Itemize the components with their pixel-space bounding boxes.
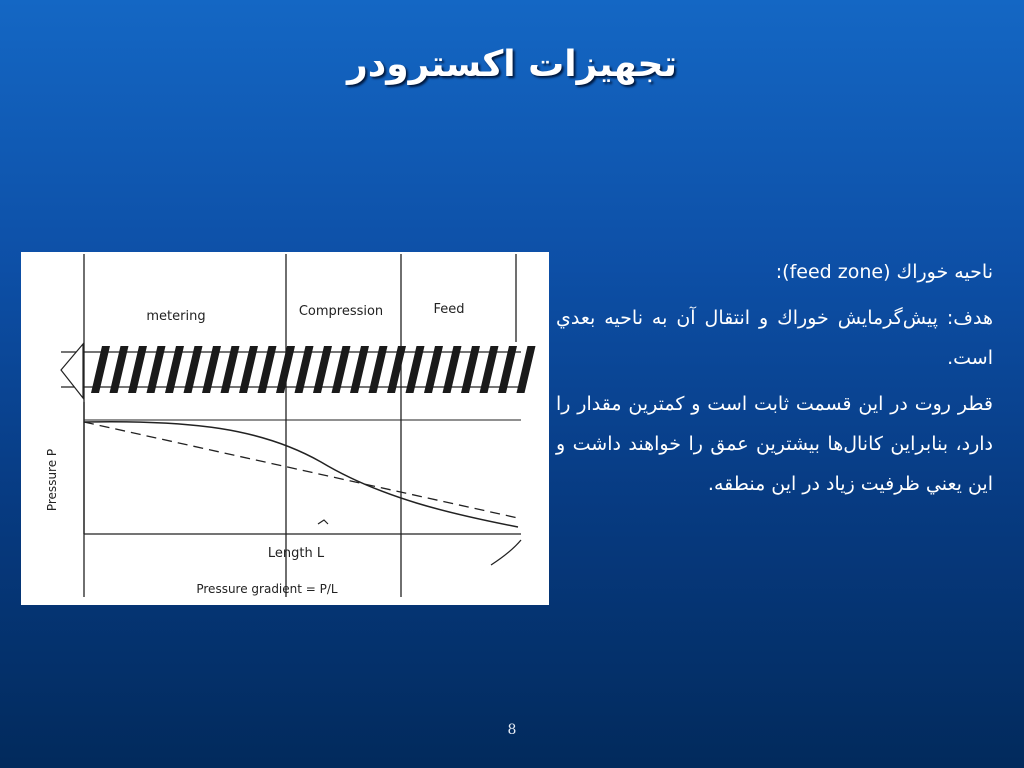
small-mark	[318, 520, 328, 524]
screw-flights	[91, 346, 536, 393]
screw-flight	[202, 346, 221, 393]
screw-flight	[239, 346, 258, 393]
figure-caption: Pressure gradient = P/L	[196, 582, 338, 596]
slide-title: تجهيزات اكسترودر	[347, 44, 677, 85]
screw-flight	[313, 346, 332, 393]
screw-flight	[461, 346, 480, 393]
pressure-gradient-line	[84, 422, 518, 518]
feed-zone-heading: ناحيه خوراك (feed zone):	[775, 261, 993, 283]
hook-mark	[491, 540, 521, 565]
screw-flight	[406, 346, 425, 393]
screw-flight	[387, 346, 406, 393]
screw-flight	[369, 346, 388, 393]
pressure-curve	[84, 422, 518, 527]
screw-flight	[295, 346, 314, 393]
extruder-screw-figure	[21, 252, 549, 605]
zone-label-compression: Compression	[298, 304, 384, 319]
screw-flight	[221, 346, 240, 393]
screw-flight	[332, 346, 351, 393]
screw-flight	[443, 346, 462, 393]
y-axis-label: Pressure P	[45, 448, 59, 512]
screw-flight	[258, 346, 277, 393]
x-axis-label: Length L	[267, 546, 325, 561]
screw	[61, 344, 536, 398]
screw-flight	[424, 346, 443, 393]
screw-flight	[165, 346, 184, 393]
screw-flight	[110, 346, 129, 393]
page-number: 8	[507, 722, 517, 738]
screw-flight	[498, 346, 517, 393]
feed-zone-description: قطر روت در اين قسمت ثابت است و كمترين مقدار را دارد، بنابراين كانال‌ها بيشترين عمق را خواهند داشت و اين يعني ظرفيت زياد در اين منطقه.	[556, 393, 993, 495]
zone-label-feed: Feed	[433, 302, 465, 317]
zone-label-metering: metering	[146, 309, 206, 324]
extruder-diagram	[21, 252, 549, 605]
body-text	[556, 252, 993, 510]
screw-flight	[517, 346, 536, 393]
screw-flight	[184, 346, 203, 393]
screw-flight	[276, 346, 295, 393]
screw-flight	[91, 346, 110, 393]
screw-flight	[128, 346, 147, 393]
feed-zone-goal: هدف: پيش‌گرمايش خوراك و انتقال آن به ناحيه بعدي است.	[556, 307, 993, 369]
screw-flight	[350, 346, 369, 393]
screw-flight	[147, 346, 166, 393]
screw-flight	[480, 346, 499, 393]
